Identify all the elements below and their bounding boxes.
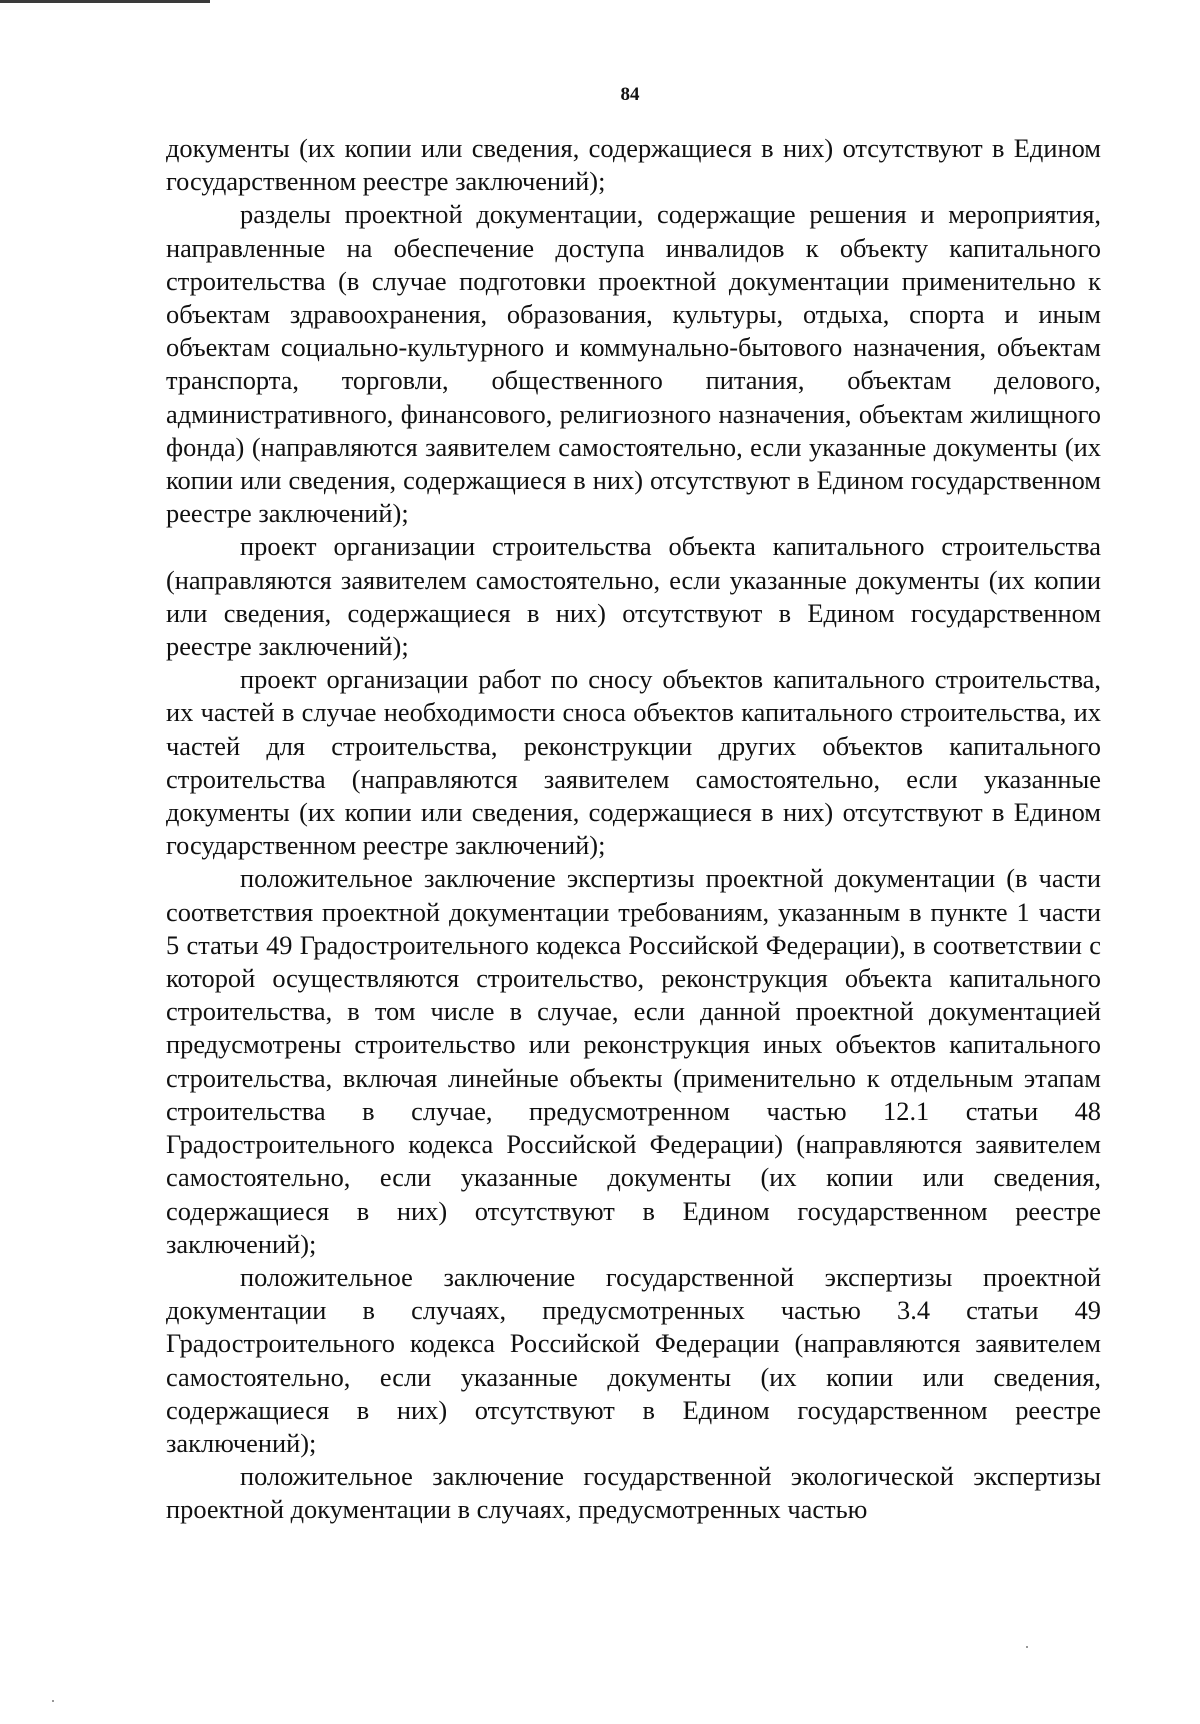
paragraph-state-expertise-conclusion: положительное заключение государственной экспертизы проектной документации в случаях, предусмотренных частью 3.4 статьи 49 Градостроительного кодекса Российской Федерации (направляются заявителем самостоятельно, если указанные документы (их копии или сведения, содержащиеся в них) отсутствуют в Едином государственном реестре заключений); [166,1261,1101,1458]
scan-speck [52,1700,54,1702]
paragraph-construction-organization-project: проект организации строительства объекта капитального строительства (направляются заявителем самостоятельно, если указанные документы (их копии или сведения, содержащиеся в них) отсутствуют в Едином государственном реестре заключений); [166,531,1101,662]
scan-speck [1026,1646,1028,1648]
paragraph-demolition-project: проект организации работ по сносу объектов капитального строительства, их частей в случае необходимости сноса объектов капитального строительства, их частей для строительства, реконструкции других объектов капитального строительства (направляются заявителем самостоятельно, если указанные документы (их копии или сведения, содержащиеся в них) отсутствуют в Едином государственном реестре заключений); [166,664,1101,861]
document-body [166,132,1101,1527]
paragraph-accessibility-sections: разделы проектной документации, содержащие решения и мероприятия, направленные на обеспечение доступа инвалидов к объекту капитального строительства (в случае подготовки проектной документации применительно к объектам здравоохранения, образования, культуры, отдыха, спорта и иным объектам социально-культурного и коммунально-бытового назначения, объектам транспорта, торговли, общественного питания, объектам делового, административного, финансового, религиозного назначения, объектам жилищного фонда) (направляются заявителем самостоятельно, если указанные документы (их копии или сведения, содержащиеся в них) отсутствуют в Едином государственном реестре заключений); [166,199,1101,529]
paragraph-ecological-expertise: положительное заключение государственной экологической экспертизы проектной документации в случаях, предусмотренных частью [166,1461,1101,1525]
page-number: 84 [620,84,640,105]
paragraph-expertise-conclusion: положительное заключение экспертизы проектной документации (в части соответствия проектной документации требованиям, указанным в пункте 1 части 5 статьи 49 Градостроительного кодекса Российской Федерации), в соответствии с которой осуществляются строительство, реконструкция объекта капитального строительства, в том числе в случае, если данной проектной документацией предусмотрены строительство или реконструкция иных объектов капитального строительства, включая линейные объекты (применительно к отдельным этапам строительства в случае, предусмотренном частью 12.1 статьи 48 Градостроительного кодекса Российской Федерации) (направляются заявителем самостоятельно, если указанные документы (их копии или сведения, содержащиеся в них) отсутствуют в Едином государственном реестре заключений); [166,863,1101,1259]
paragraph-continuation: документы (их копии или сведения, содержащиеся в них) отсутствуют в Едином государственном реестре заключений); [166,133,1101,197]
